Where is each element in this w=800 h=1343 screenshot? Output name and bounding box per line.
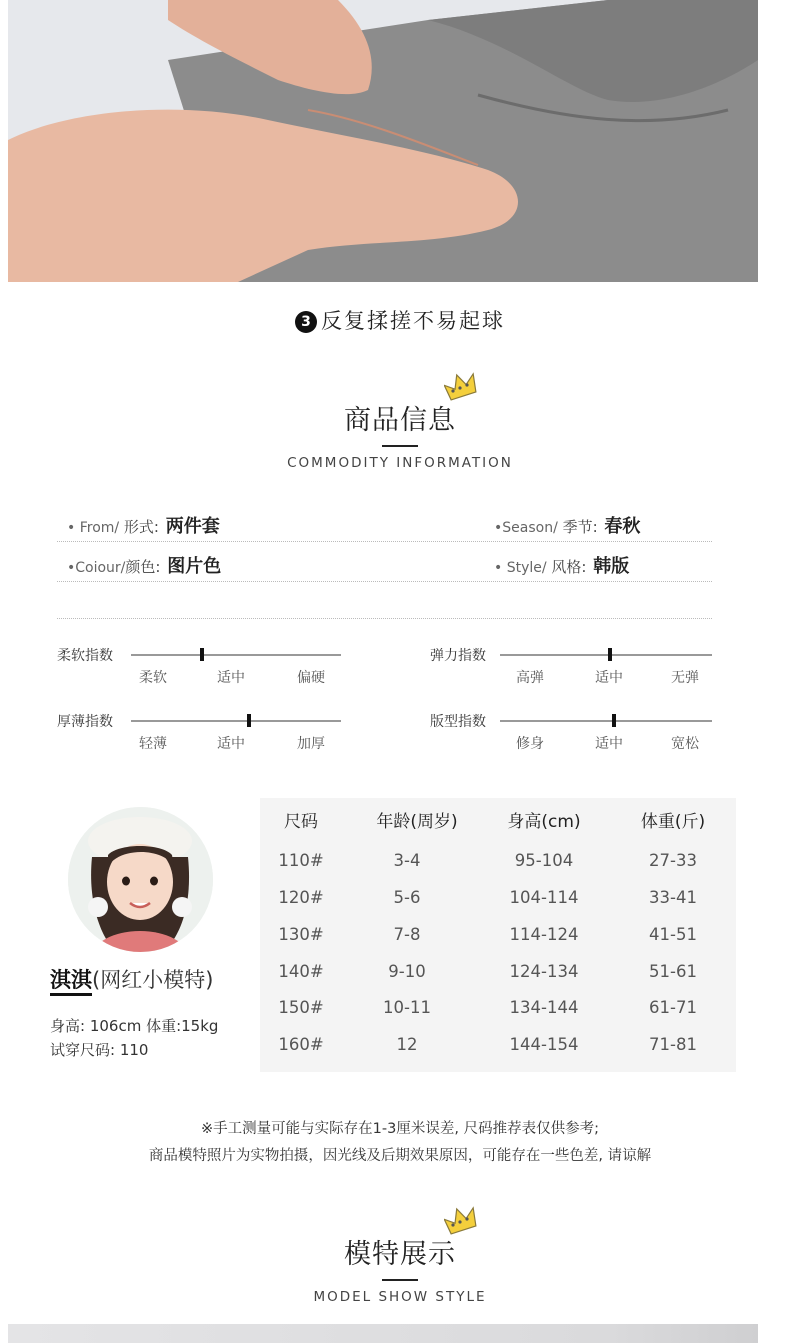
table-row: [260, 953, 736, 990]
index-option: 无弹: [671, 670, 699, 686]
color-label-en: •Coiour/: [67, 560, 126, 576]
model-name: [50, 964, 213, 994]
index-option: 适中: [595, 736, 623, 752]
index-name: 版型指数: [430, 714, 486, 730]
table-cell: 110#: [278, 851, 324, 870]
table-cell: 120#: [278, 888, 324, 907]
model-name-text: 淇淇: [50, 968, 92, 996]
info-divider: [57, 618, 712, 619]
model-show-title: [344, 1232, 456, 1271]
elasticity-index: [430, 645, 720, 695]
table-cell: 150#: [278, 998, 324, 1017]
model-show-photo: [8, 1324, 758, 1343]
color-label-cn: 颜色:: [125, 558, 161, 576]
index-option: 宽松: [671, 736, 699, 752]
table-row: [260, 989, 736, 1026]
table-row: [260, 916, 736, 953]
index-marker: [200, 648, 204, 661]
fit-index: [430, 711, 720, 761]
color-difference-note: 商品模特照片为实物拍摄，因光线及后期效果原因，可能存在一些色差, 请谅解: [148, 1148, 652, 1164]
size-table-header: [260, 804, 736, 841]
table-cell: 140#: [278, 962, 324, 981]
info-season: [494, 512, 640, 538]
table-cell: 71-81: [649, 1035, 697, 1054]
model-tag: (网红小模特): [92, 968, 214, 992]
measurement-note: ※手工测量可能与实际存在1-3厘米误差, 尺码推荐表仅供参考;: [201, 1121, 599, 1137]
commodity-info-header: [0, 398, 800, 471]
table-cell: 12: [396, 1035, 418, 1054]
form-label-cn: 形式:: [123, 518, 159, 536]
model-show-header: [0, 1232, 800, 1305]
thickness-index: [57, 711, 347, 761]
color-value: 图片色: [167, 556, 222, 577]
style-label-en: • Style/: [494, 560, 547, 576]
table-cell: 134-144: [509, 998, 579, 1017]
header-cell: 身高(cm): [507, 812, 581, 832]
table-cell: 124-134: [509, 962, 579, 981]
info-row-2: [57, 552, 712, 582]
crown-icon: [444, 1206, 480, 1238]
index-option: 修身: [516, 736, 544, 752]
caption-number-badge: 3: [295, 311, 317, 333]
table-cell: 3-4: [393, 851, 421, 870]
size-table: [260, 798, 736, 1072]
index-option: 适中: [217, 670, 245, 686]
model-portrait-illustration: [68, 807, 213, 952]
commodity-title: [344, 398, 456, 437]
index-option: 适中: [595, 670, 623, 686]
model-show-title-en: MODEL SHOW STYLE: [313, 1289, 487, 1305]
info-style: [494, 552, 629, 578]
info-row-1: [57, 512, 712, 542]
table-cell: 27-33: [649, 851, 697, 870]
softness-index: [57, 645, 347, 695]
feature-caption: [0, 305, 800, 335]
table-cell: 7-8: [393, 925, 421, 944]
model-stats: 身高: 106cm 体重:15kg: [50, 1017, 219, 1035]
table-cell: 95-104: [514, 851, 574, 870]
form-value: 两件套: [165, 516, 220, 537]
table-cell: 130#: [278, 925, 324, 944]
season-value: 春秋: [604, 516, 641, 537]
table-cell: 160#: [278, 1035, 324, 1054]
table-row: [260, 1026, 736, 1063]
table-cell: 41-51: [649, 925, 697, 944]
table-cell: 33-41: [649, 888, 697, 907]
index-marker: [247, 714, 251, 727]
table-cell: 10-11: [383, 998, 431, 1017]
season-label-en: •Season/: [494, 520, 558, 536]
commodity-title-en: COMMODITY INFORMATION: [287, 455, 513, 471]
index-option: 偏硬: [297, 670, 325, 686]
index-option: 适中: [217, 736, 245, 752]
product-detail-photo: [8, 0, 758, 282]
index-marker: [608, 648, 612, 661]
table-cell: 51-61: [649, 962, 697, 981]
fabric-photo-illustration: [8, 0, 758, 282]
header-cell: 尺码: [284, 812, 318, 832]
info-color: [67, 552, 221, 578]
style-value: 韩版: [593, 556, 630, 577]
info-form: [67, 512, 220, 538]
table-cell: 61-71: [649, 998, 697, 1017]
table-cell: 104-114: [509, 888, 579, 907]
caption-text: 反复揉搓不易起球: [321, 309, 505, 333]
index-marker: [612, 714, 616, 727]
index-track: [500, 654, 712, 656]
title-underline: [382, 1279, 418, 1281]
model-avatar: [68, 807, 213, 952]
season-label-cn: 季节:: [562, 518, 598, 536]
model-show-title-cn: 模特展示: [344, 1239, 456, 1270]
commodity-title-cn: 商品信息: [344, 405, 456, 436]
table-row: [260, 842, 736, 879]
header-cell: 体重(斤): [640, 812, 706, 832]
table-cell: 114-124: [509, 925, 579, 944]
table-cell: 9-10: [388, 962, 426, 981]
index-option: 轻薄: [139, 736, 167, 752]
index-name: 厚薄指数: [57, 714, 113, 730]
style-label-cn: 风格:: [551, 558, 587, 576]
index-option: 加厚: [297, 736, 325, 752]
index-track: [500, 720, 712, 722]
index-option: 柔软: [139, 670, 167, 686]
crown-icon: [444, 372, 480, 404]
table-cell: 5-6: [393, 888, 421, 907]
title-underline: [382, 445, 418, 447]
model-trial-size: 试穿尺码: 110: [50, 1041, 149, 1059]
index-track: [131, 720, 341, 722]
table-row: [260, 879, 736, 916]
header-cell: 年龄(周岁): [376, 812, 458, 832]
table-cell: 144-154: [509, 1035, 579, 1054]
form-label-en: • From/: [67, 520, 120, 536]
index-option: 高弹: [516, 670, 544, 686]
index-track: [131, 654, 341, 656]
index-name: 弹力指数: [430, 648, 486, 664]
index-name: 柔软指数: [57, 648, 113, 664]
